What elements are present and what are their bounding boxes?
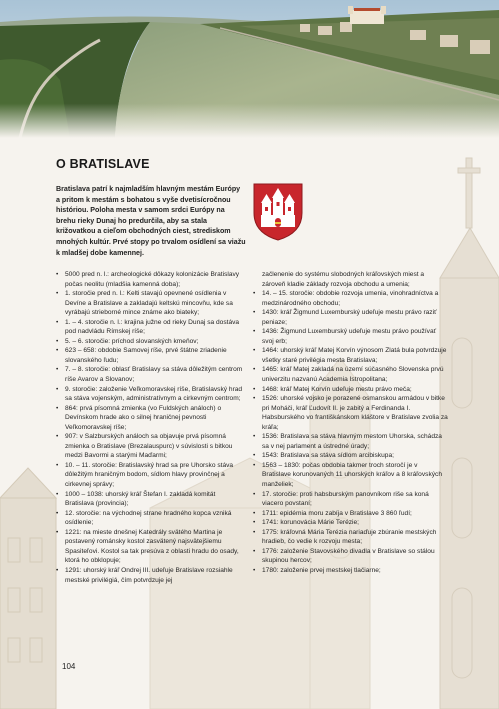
list-item: • 1465: kráľ Matej zakladá na území súčasného Slovenska prvú univerzitu nazvanú Academia Istropolitana; <box>253 365 448 384</box>
list-item: • 623 – 658: obdobie Samovej ríše, prvé štátne zriadenie slovanského ľudu; <box>56 346 246 365</box>
history-list-left-column <box>56 270 246 585</box>
list-item: • 9. storočie: založenie Veľkomoravskej ríše, Bratislavský hrad sa stáva vojenským, administratívnym a cirkevným centrom; <box>56 385 246 404</box>
bratislava-coat-of-arms-icon <box>253 183 303 241</box>
header-photo-river-panorama <box>0 0 499 138</box>
list-item: • 1780: založenie prvej mestskej tlačiarne; <box>253 566 448 576</box>
intro-paragraph: Bratislava patrí k najmladším hlavným mestám Európy a pritom k mestám s bohatou s vyše dvetisícročnou históriou. Poloha mesta v samom srdci Európy na brehu rieky Dunaj ho predurčila, aby sa stala križovatkou a cieľom obchodných ciest, strediskom mnohých kultúr. Prvé stopy po trvalom osídlení sa viažu k mladšej dobe kamennej. <box>56 185 246 257</box>
list-item: • 5000 pred n. l.: archeologické dôkazy kolonizácie Bratislavy počas neolitu (mladšia kamenná doba); <box>56 270 246 289</box>
list-item: • 1. – 4. storočie n. l.: krajina južne od rieky Dunaj sa dostáva pod nadvládu Rímskej ríše; <box>56 318 246 337</box>
page-number: 104 <box>62 662 76 671</box>
list-item: • 17. storočie: proti habsburským panovníkom riše sa koná viacero povstaní; <box>253 490 448 509</box>
list-item: • 1000 – 1038: uhorský kráľ Štefan I. zakladá komitát Bratislava (provincia); <box>56 490 246 509</box>
list-item: • 1221: na mieste dnešnej Katedrály svätého Martina je postavený románsky kostol zasvätený najsvätejšiemu Spasiteľovi. Kostol sa tak presúva z oblasti hradu do osady, ktorá ho obklopuje; <box>56 528 246 566</box>
list-item: • 1711: epidémia moru zabíja v Bratislave 3 860 ľudí; <box>253 509 448 519</box>
list-item: • 1430: kráľ Žigmund Luxemburský udeľuje mestu právo raziť peniaze; <box>253 308 448 327</box>
list-item: • 907: v Salzburských análoch sa objavuje prvá písomná zmienka o Bratislave (Brezalauspurc) v súvislosti s bitkou medzi Bavormi a starými Maďarmi; <box>56 432 246 461</box>
list-item: • 5. – 6. storočie: príchod slovanských kmeňov; <box>56 337 246 347</box>
panorama-illustration <box>0 0 499 138</box>
list-item: • 1775: kráľovná Mária Terézia nariaďuje zbúranie mestských hradieb, čo vedie k rozvoju mesta; <box>253 528 448 547</box>
list-item: • 1291: uhorský kráľ Ondrej III. udeľuje Bratislave rozsiahle mestské privilégiá, čím potvrdzuje jej <box>56 566 246 585</box>
list-item: • 1563 – 1830: počas obdobia takmer troch storočí je v Bratislave korunovaných 11 uhorských kráľov a 8 kráľovských manželiek; <box>253 461 448 490</box>
list-item: • 1468: kráľ Matej Korvín udeľuje mestu právo meča; <box>253 385 448 395</box>
page-title: O BRATISLAVE <box>56 157 150 171</box>
list-item: • 14. – 15. storočie: obdobie rozvoja umenia, vinohradníctva a medzinárodného obchodu; <box>253 289 448 308</box>
list-item: • 1. storočie pred n. l.: Kelti stavajú opevnené osídlenia v Devíne a Bratislave a zakladajú keltskú mincovňu, kde sa vyrábajú strieborné mince známe ako biateky; <box>56 289 246 318</box>
list-item: • 1543: Bratislava sa stáva sídlom arcibiskupa; <box>253 451 448 461</box>
list-item: • 12. storočie: na východnej strane hradného kopca vzniká osídlenie; <box>56 509 246 528</box>
list-item: • 1526: uhorské vojsko je porazené osmanskou armádou v bitke pri Moháči, kráľ Ľudovít II. je zabitý a Ferdinanda I. Habsburského vo františkánskom kláštore v Bratislave zvolia za kráľa; <box>253 394 448 432</box>
list-item: • 1464: uhorský kráľ Matej Korvín výnosom Zlatá bula potvrdzuje všetky staré privilégia mesta Bratislava; <box>253 346 448 365</box>
list-item: • 1741: korunovácia Márie Terézie; <box>253 518 448 528</box>
list-item: • 1776: založenie Stavovského divadla v Bratislave so stálou skupinou hercov; <box>253 547 448 566</box>
list-item: • 1436: Žigmund Luxemburský udeľuje mestu právo používať svoj erb; <box>253 327 448 346</box>
list-item: • 1536: Bratislava sa stáva hlavným mestom Uhorska, schádza sa v nej parlament a ústredné úrady; <box>253 432 448 451</box>
list-item: • 10. – 11. storočie: Bratislavský hrad sa pre Uhorsko stáva dôležitým hraničným bodom, sídlom hlavy provinčnej a cirkevnej správy; <box>56 461 246 490</box>
list-item: • 864: prvá písomná zmienka (vo Fuldských análoch) o Devínskom hrade ako o silnej hraničnej pevnosti Veľkomoravskej ríše; <box>56 404 246 433</box>
list-item-continuation: začlenenie do systému slobodných kráľovských miest a zároveň kladie základy rozvoja obchodu a umenia; <box>262 271 425 288</box>
history-list-right-column <box>253 270 448 576</box>
list-item: • 7. – 8. storočie: oblasť Bratislavy sa stáva dôležitým centrom ríše Avarov a Slovanov; <box>56 365 246 384</box>
